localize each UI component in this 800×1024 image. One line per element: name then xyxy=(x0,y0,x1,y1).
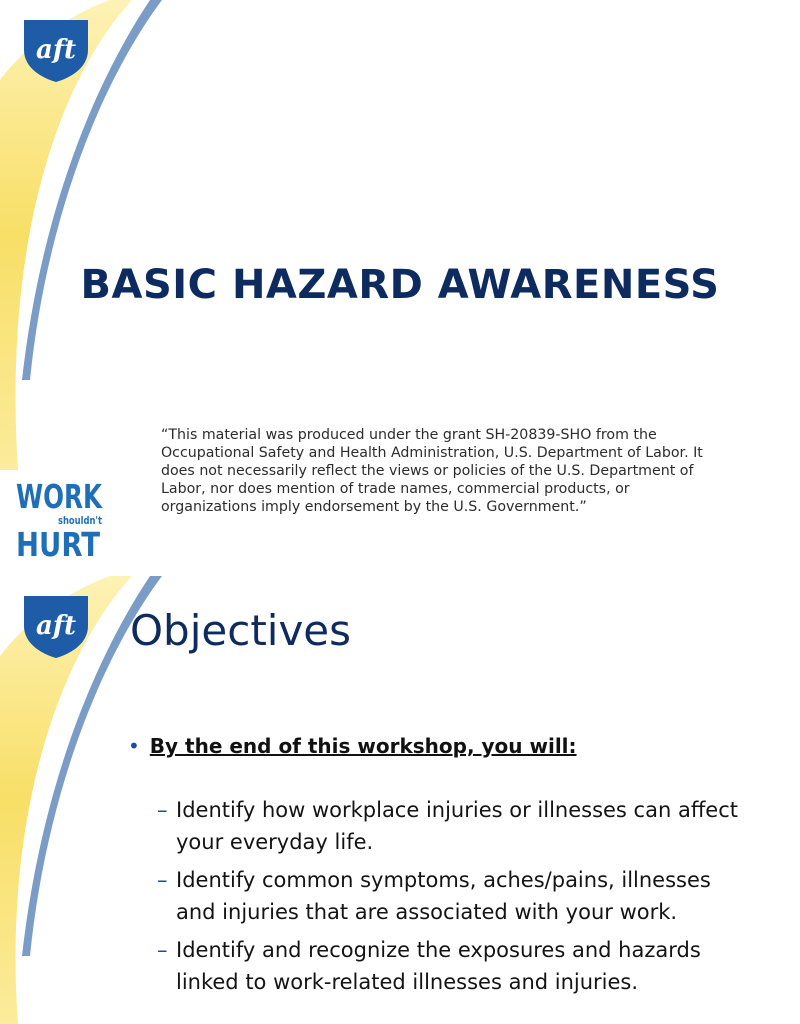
list-item xyxy=(157,864,747,928)
grant-disclaimer: “This material was produced under the grant SH-20839-SHO from the Occupational Safety and Health Administration, U.S. Department of Labor. It does not necessarily reflect the views or policies of the U.S. Department of Labor, nor does mention of trade names, commercial products, or organizations imply endorsement by the U.S. Government.” xyxy=(161,427,703,515)
work-shouldnt-hurt-logo-icon xyxy=(14,474,104,562)
objectives-list xyxy=(157,794,747,1004)
list-item-text: Identify how workplace injuries or illnesses can affect your everyday life. xyxy=(176,798,738,854)
bullet-text: By the end of this workshop, you will: xyxy=(149,734,577,758)
slide-title: Objectives xyxy=(130,606,352,655)
dash-icon: – xyxy=(157,938,168,962)
bullet-icon: • xyxy=(128,734,140,758)
campaign-logo-top: WORK xyxy=(16,477,104,516)
slide-title: BASIC HAZARD AWARENESS xyxy=(80,262,720,308)
campaign-logo-middle: shouldn't xyxy=(58,514,102,527)
dash-icon: – xyxy=(157,868,168,892)
aft-logo-icon xyxy=(20,16,92,84)
list-item-text: Identify common symptoms, aches/pains, illnesses and injuries that are associated with your work. xyxy=(176,868,711,924)
list-item xyxy=(157,934,747,998)
dash-icon: – xyxy=(157,798,168,822)
logo-text: aft xyxy=(35,35,77,65)
main-bullet xyxy=(128,734,577,758)
aft-logo-icon xyxy=(20,592,92,660)
campaign-logo-bottom: HURT xyxy=(16,525,101,564)
objectives-slide xyxy=(0,576,768,1024)
list-item xyxy=(157,794,747,858)
list-item-text: Identify and recognize the exposures and hazards linked to work-related illnesses and injuries. xyxy=(176,938,701,994)
logo-text: aft xyxy=(35,611,77,641)
